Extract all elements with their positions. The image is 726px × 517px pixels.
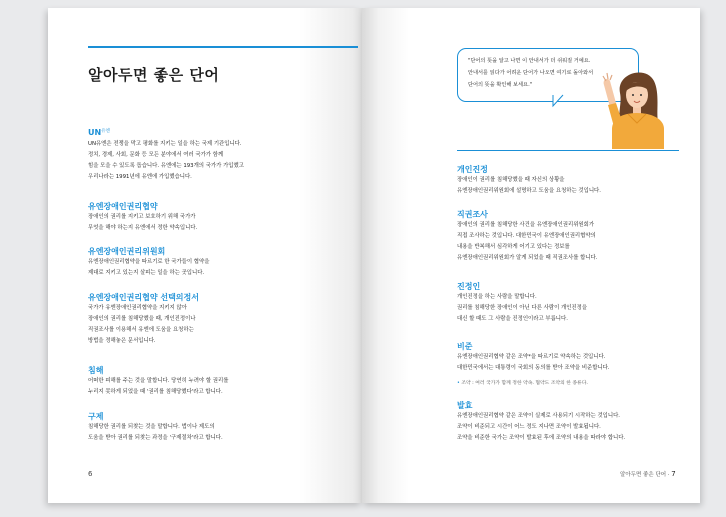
page-title: 알아두면 좋은 단어 <box>88 66 220 84</box>
term-definition: 유엔장애인권리협약 같은 조약*을 따르기로 약속하는 것입니다. 대한민국에서는 대통령이 국회의 동의를 받아 조약을 비준합니다. <box>457 354 610 371</box>
term-definition: 유엔장애인권리협약 같은 조약이 실제로 사용되기 시작하는 것입니다. 조약이 비준되고 시간이 어느 정도 지나면 조약이 발효됩니다. 조약을 비준한 국가는 조약이 발효된 후에 조약의 내용을 따라야 합니다. <box>457 413 626 441</box>
term-text: UN <box>88 128 102 137</box>
term-definition: 개인진정을 하는 사람을 말합니다. 권리를 침해당한 장애인이 아닌 다른 사람이 개인진정을 대신 할 때도 그 사람을 진정인이라고 부릅니다. <box>457 294 588 322</box>
term-definition: UN유엔은 전쟁을 막고 평화를 지키는 일을 하는 국제 기관입니다. 정치, 경제, 사회, 문화 등 모든 분야에서 여러 국가가 함께 힘을 모을 수 있도록 돕습니다. 유엔에는 193개의 국가가 가입했고 우리나라는 1991년에 유엔에 가입했습니다. <box>88 141 244 180</box>
term-definition: 침해당한 권리를 되찾는 것을 말합니다. 법이나 제도의 도움을 받아 권리를 되찾는 과정을 '구제절차'라고 합니다. <box>88 424 223 441</box>
term-definition: 어떠한 피해를 주는 것을 말합니다. 당연히 누려야 할 권리를 누리지 못하게 되었을 때 '권리를 침해당했다'라고 합니다. <box>88 378 229 395</box>
page-footer <box>620 470 676 478</box>
footnote-text: 조약 : 여러 국가가 함께 정한 약속. 협약도 조약의 한 종류다. <box>461 381 588 386</box>
term-heading: 발효 <box>457 401 473 410</box>
term-definition: 장애인의 권리를 침해당한 사건을 유엔장애인권리위원회가 직접 조사하는 것입니다. 대한민국이 유엔장애인권리협약의 내용을 반복해서 심각하게 어기고 있다는 정보를 유엔장애인권리위원회가 알게 되었을 때 직권조사를 합니다. <box>457 222 598 261</box>
speech-bubble-tail-icon <box>549 94 569 108</box>
term-definition: 장애인이 권리를 침해당했을 때 자신의 상황을 유엔장애인권리위원회에 설명하고 도움을 요청하는 것입니다. <box>457 177 601 194</box>
term-heading: 구제 <box>88 412 104 421</box>
term-heading: 비준 <box>457 342 473 351</box>
left-page <box>48 8 362 503</box>
title-rule <box>88 46 358 48</box>
bubble-text: "단어의 뜻을 알고 나면 이 안내서가 더 쉬워질 거예요. 안내서를 읽다가 어려운 단어가 나오면 여기로 돌아와서 단어의 뜻을 확인해 보세요." <box>468 58 594 88</box>
footnote <box>457 379 588 386</box>
term-heading: 유엔장애인권리협약 <box>88 202 158 211</box>
term-heading: 진정인 <box>457 282 481 291</box>
page-number: 6 <box>88 470 93 478</box>
right-page <box>362 8 700 503</box>
term-heading: 개인진정 <box>457 165 488 174</box>
footer-label: 알아두면 좋은 단어 · <box>620 472 670 478</box>
section-rule <box>457 150 679 151</box>
term-heading: 침해 <box>88 366 104 375</box>
term-definition: 장애인의 권리를 지키고 보호하기 위해 국가가 무엇을 해야 하는지 유엔에서 정한 약속입니다. <box>88 214 198 231</box>
page-number: 7 <box>671 470 676 478</box>
term-definition: 유엔장애인권리협약을 따르기로 한 국가들이 협약을 제대로 지키고 있는지 살피는 일을 하는 곳입니다. <box>88 259 210 276</box>
term-superscript: 유엔 <box>101 129 110 134</box>
term-heading: 직권조사 <box>457 210 488 219</box>
term-heading: 유엔장애인권리협약 선택의정서 <box>88 293 199 302</box>
term-definition: 국가가 유엔장애인권리협약을 지키지 않아 장애인의 권리를 침해당했을 때, 개인진정이나 직권조사를 이용해서 유엔에 도움을 요청하는 방법을 정해놓은 문서입니다. <box>88 305 196 344</box>
footnote-bullet-icon: • <box>457 381 462 386</box>
woman-waving-illustration-icon <box>598 63 676 149</box>
term-heading-un <box>88 128 110 137</box>
term-heading: 유엔장애인권리위원회 <box>88 247 166 256</box>
